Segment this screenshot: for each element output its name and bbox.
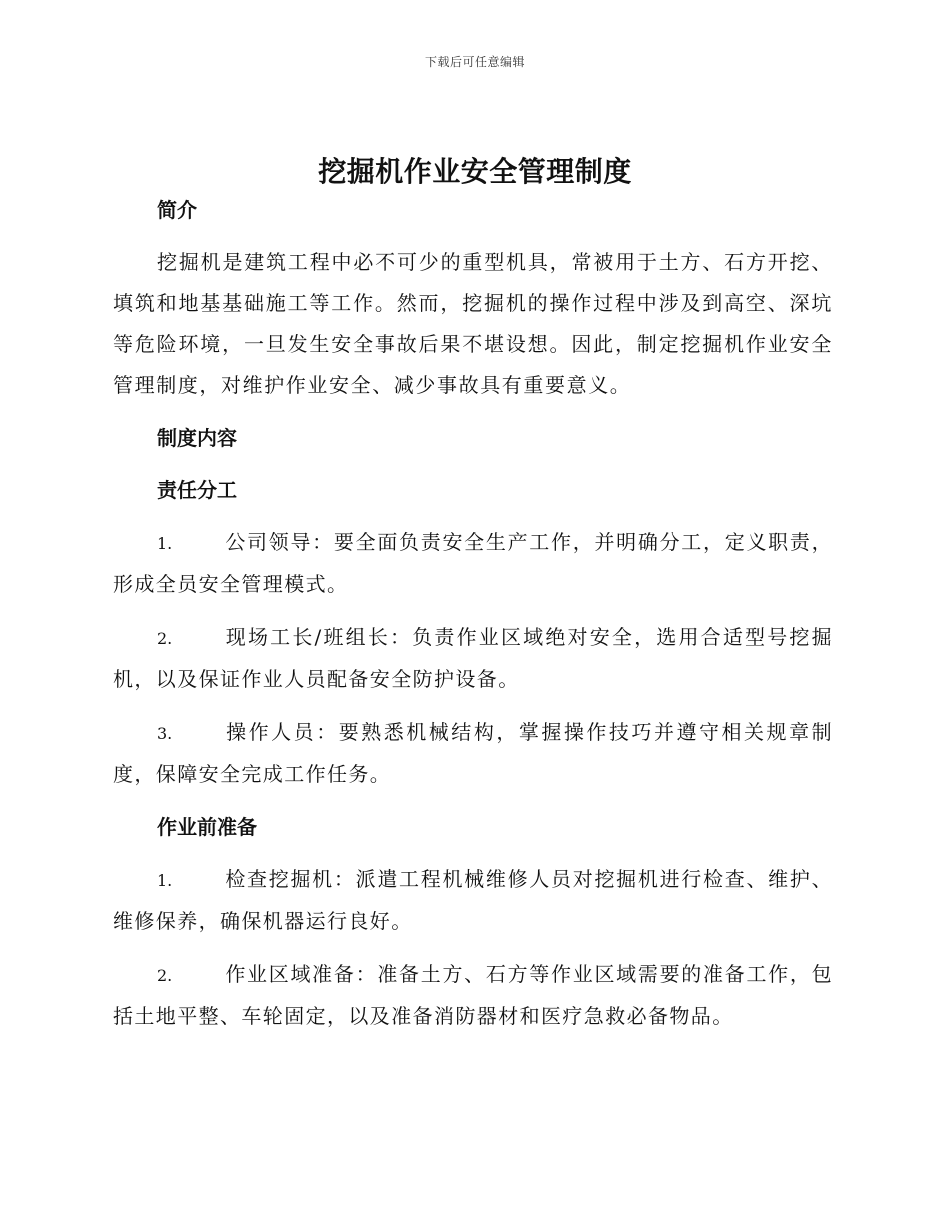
preparation-item <box>113 954 833 1037</box>
document-body <box>113 190 833 1049</box>
item-text: 现场工长/班组长：负责作业区域绝对安全，选用合适型号挖掘机，以及保证作业人员配备安全防护设备。 <box>113 625 833 691</box>
item-number: 1. <box>157 534 173 553</box>
section-heading-content: 制度内容 <box>157 426 237 450</box>
item-text: 操作人员：要熟悉机械结构，掌握操作技巧并遵守相关规章制度，保障安全完成工作任务。 <box>113 720 833 786</box>
item-text: 公司领导：要全面负责安全生产工作，并明确分工，定义职责，形成全员安全管理模式。 <box>113 530 833 596</box>
document-title: 挖掘机作业安全管理制度 <box>318 155 632 188</box>
item-number: 3. <box>157 724 173 743</box>
responsibility-item <box>113 617 833 700</box>
item-number: 2. <box>157 629 173 648</box>
header-note: 下载后可任意编辑 <box>424 55 525 69</box>
section-heading-preparation: 作业前准备 <box>157 815 257 839</box>
responsibility-item <box>113 712 833 795</box>
preparation-item <box>113 859 833 942</box>
section-heading-responsibility: 责任分工 <box>157 478 237 502</box>
item-text: 检查挖掘机：派遣工程机械维修人员对挖掘机进行检查、维护、维修保养，确保机器运行良好。 <box>113 867 833 933</box>
item-text: 作业区域准备：准备土方、石方等作业区域需要的准备工作，包括土地平整、车轮固定，以及准备消防器材和医疗急救必备物品。 <box>113 962 833 1028</box>
item-number: 2. <box>157 966 173 985</box>
intro-paragraph: 挖掘机是建筑工程中必不可少的重型机具，常被用于土方、石方开挖、填筑和地基基础施工等工作。然而，挖掘机的操作过程中涉及到高空、深坑等危险环境，一旦发生安全事故后果不堪设想。因此，制定挖掘机作业安全管理制度，对维护作业安全、减少事故具有重要意义。 <box>113 250 833 397</box>
item-number: 1. <box>157 871 173 890</box>
responsibility-item <box>113 522 833 605</box>
section-heading-intro: 简介 <box>157 198 197 222</box>
